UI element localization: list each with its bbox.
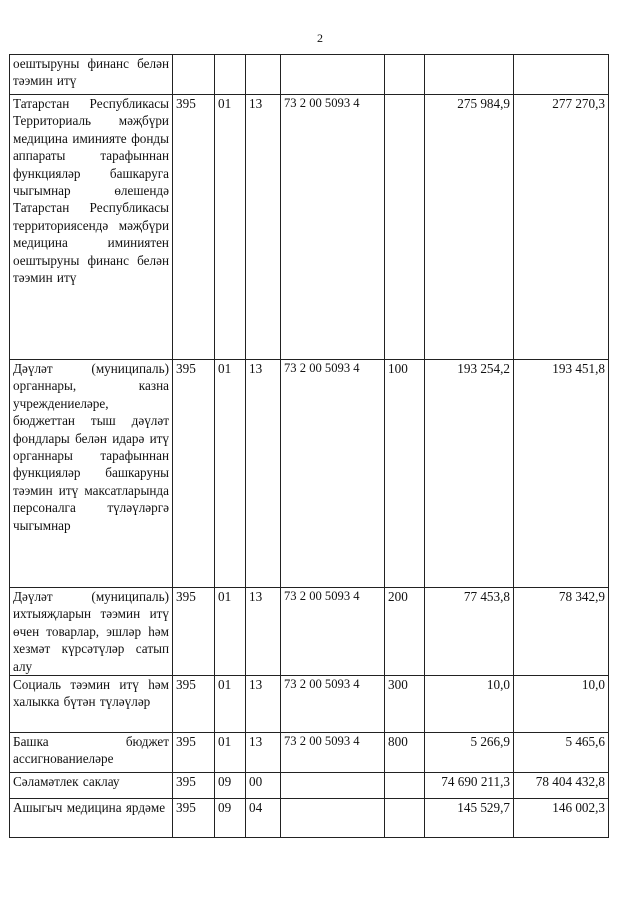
- ministry-code: 395: [173, 733, 215, 773]
- subsection-code: 00: [246, 773, 281, 799]
- table-row: [10, 95, 609, 360]
- target-article-code: 73 2 00 5093 4: [281, 676, 385, 733]
- sum-year-1: 275 984,9: [425, 95, 514, 360]
- expense-type-code: [385, 799, 425, 838]
- table-row: [10, 773, 609, 799]
- ministry-code: [173, 55, 215, 95]
- section-code: 09: [215, 799, 246, 838]
- row-name: Башка бюджет ассигнованиеләре: [10, 733, 173, 773]
- page-number: 2: [317, 31, 323, 45]
- sum-year-2: 277 270,3: [514, 95, 609, 360]
- target-article-code: 73 2 00 5093 4: [281, 733, 385, 773]
- row-name: Сәламәтлек саклау: [10, 773, 173, 799]
- target-article-code: [281, 55, 385, 95]
- expense-type-code: 800: [385, 733, 425, 773]
- row-name: Татарстан Республикасы Территориаль мәҗбүри медицина иминияте фонды аппараты тарафыннан функцияләр башкаруга чыгымнар өлешендә Татарстан Республикасы территориясендә мәҗбүри медицина иминиятен оештыруны финанс белән тәэмин итү: [10, 95, 173, 360]
- section-code: [215, 55, 246, 95]
- section-code: 01: [215, 95, 246, 360]
- sum-year-2: 146 002,3: [514, 799, 609, 838]
- expense-type-code: [385, 773, 425, 799]
- budget-table: [9, 54, 609, 838]
- sum-year-1: 193 254,2: [425, 360, 514, 588]
- table-row: [10, 676, 609, 733]
- section-code: 01: [215, 733, 246, 773]
- sum-year-1: [425, 55, 514, 95]
- target-article-code: [281, 799, 385, 838]
- expense-type-code: 100: [385, 360, 425, 588]
- ministry-code: 395: [173, 360, 215, 588]
- row-name: Дәүләт (муниципаль) органнары, казна учреждениеләре, бюджеттан тыш дәүләт фондлары белән идарә итү органнары тарафыннан функцияләр башкаруны тәэмин итү максатларында персоналга түләүләргә чыгымнар: [10, 360, 173, 588]
- row-name: Ашыгыч медицина ярдәме: [10, 799, 173, 838]
- row-name: оештыруны финанс белән тәэмин итү: [10, 55, 173, 95]
- sum-year-2: 78 342,9: [514, 588, 609, 676]
- expense-type-code: [385, 55, 425, 95]
- target-article-code: 73 2 00 5093 4: [281, 360, 385, 588]
- sum-year-2: 193 451,8: [514, 360, 609, 588]
- subsection-code: 13: [246, 95, 281, 360]
- section-code: 01: [215, 360, 246, 588]
- sum-year-1: 5 266,9: [425, 733, 514, 773]
- section-code: 01: [215, 676, 246, 733]
- row-name: Дәүләт (муниципаль) ихтыяҗларын тәэмин итү өчен товарлар, эшләр һәм хезмәт күрсәтүләр сатып алу: [10, 588, 173, 676]
- subsection-code: 04: [246, 799, 281, 838]
- subsection-code: 13: [246, 676, 281, 733]
- sum-year-1: 10,0: [425, 676, 514, 733]
- ministry-code: 395: [173, 588, 215, 676]
- target-article-code: 73 2 00 5093 4: [281, 588, 385, 676]
- sum-year-1: 74 690 211,3: [425, 773, 514, 799]
- subsection-code: [246, 55, 281, 95]
- target-article-code: 73 2 00 5093 4: [281, 95, 385, 360]
- table-row: [10, 360, 609, 588]
- section-code: 01: [215, 588, 246, 676]
- expense-type-code: 200: [385, 588, 425, 676]
- section-code: 09: [215, 773, 246, 799]
- sum-year-2: [514, 55, 609, 95]
- sum-year-1: 145 529,7: [425, 799, 514, 838]
- subsection-code: 13: [246, 733, 281, 773]
- ministry-code: 395: [173, 773, 215, 799]
- subsection-code: 13: [246, 588, 281, 676]
- expense-type-code: 300: [385, 676, 425, 733]
- sum-year-2: 78 404 432,8: [514, 773, 609, 799]
- ministry-code: 395: [173, 676, 215, 733]
- table-row: [10, 733, 609, 773]
- sum-year-2: 5 465,6: [514, 733, 609, 773]
- ministry-code: 395: [173, 799, 215, 838]
- ministry-code: 395: [173, 95, 215, 360]
- table-row: [10, 588, 609, 676]
- row-name: Социаль тәэмин итү һәм халыкка бүтән түләүләр: [10, 676, 173, 733]
- table-row: [10, 799, 609, 838]
- sum-year-1: 77 453,8: [425, 588, 514, 676]
- expense-type-code: [385, 95, 425, 360]
- target-article-code: [281, 773, 385, 799]
- subsection-code: 13: [246, 360, 281, 588]
- sum-year-2: 10,0: [514, 676, 609, 733]
- table-row: [10, 55, 609, 95]
